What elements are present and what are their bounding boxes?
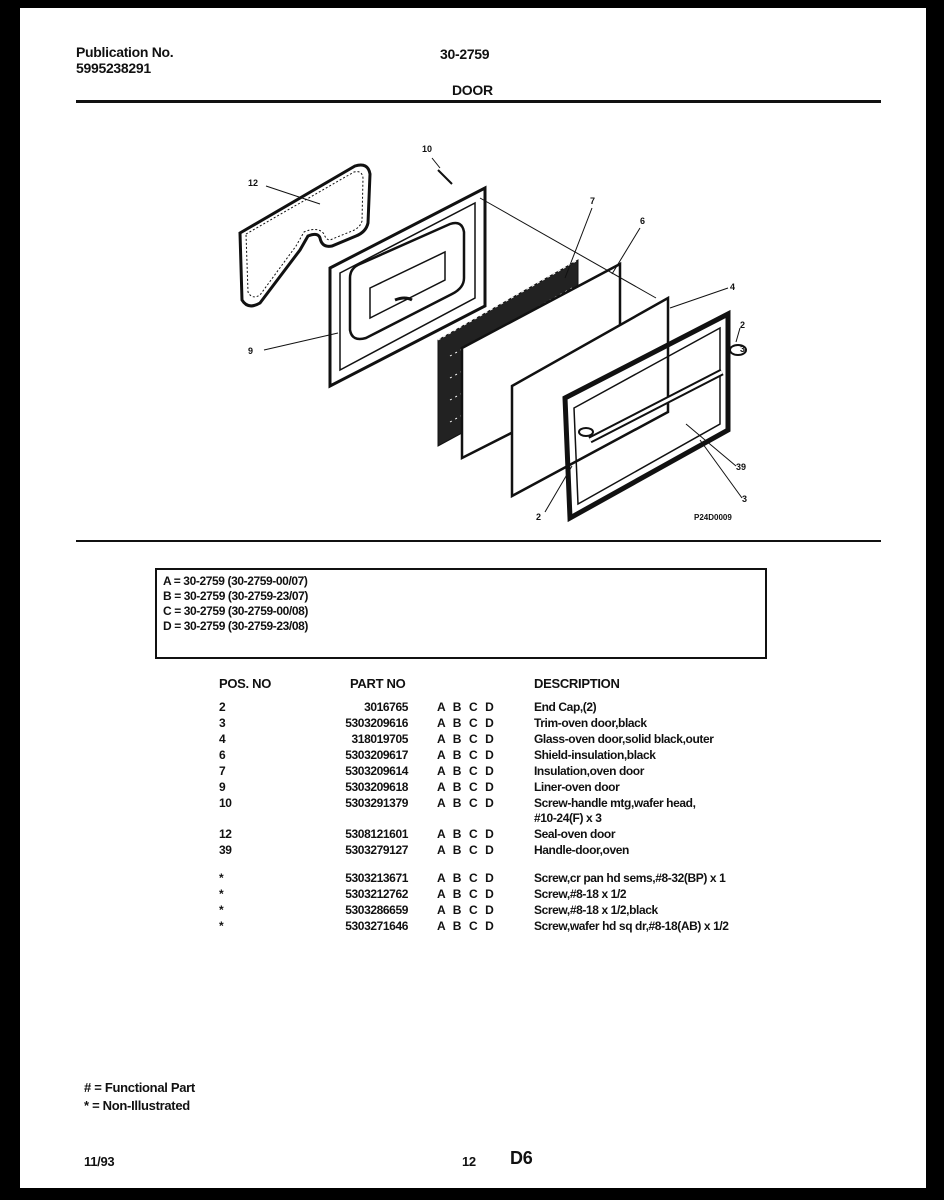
description: Seal-oven door	[534, 827, 616, 841]
description: End Cap,(2)	[534, 700, 597, 714]
pos-no: 3	[219, 716, 226, 730]
pos-no: 39	[219, 843, 232, 857]
footer-page-number: 12	[462, 1154, 476, 1169]
callout-2-endcap: 2	[740, 320, 746, 330]
model-codes: A B C D	[437, 748, 494, 762]
part-no: 5303209614	[345, 764, 408, 778]
description: Liner-oven door	[534, 780, 620, 794]
col-pos-no: POS. NO	[219, 676, 272, 691]
description: Screw-handle mtg,wafer head,	[534, 796, 696, 810]
model-codes: A B C D	[437, 871, 494, 885]
description: Screw,wafer hd sq dr,#8-18(AB) x 1/2	[534, 919, 729, 933]
table-row-continuation	[20, 811, 926, 827]
diagram-rule	[76, 540, 881, 542]
model-codes: A B C D	[437, 764, 494, 778]
model-codes: A B C D	[437, 903, 494, 917]
description: Screw,#8-18 x 1/2,black	[534, 903, 658, 917]
header-rule	[76, 100, 881, 103]
legend-d: D = 30-2759 (30-2759-23/08)	[163, 619, 308, 633]
part-no: 5303212762	[345, 887, 408, 901]
description: Handle-door,oven	[534, 843, 629, 857]
legend-c: C = 30-2759 (30-2759-00/08)	[163, 604, 308, 618]
callout-10: 10	[422, 144, 433, 154]
legend-a: A = 30-2759 (30-2759-00/07)	[163, 574, 308, 588]
table-row	[20, 903, 926, 919]
callout-2: 2	[536, 512, 542, 522]
description: Screw,cr pan hd sems,#8-32(BP) x 1	[534, 871, 726, 885]
table-row	[20, 871, 926, 887]
description: Screw,#8-18 x 1/2	[534, 887, 627, 901]
model-codes: A B C D	[437, 887, 494, 901]
part-no: 5303279127	[345, 843, 408, 857]
footer-date: 11/93	[84, 1154, 115, 1169]
table-row	[20, 732, 926, 748]
model-codes: A B C D	[437, 716, 494, 730]
table-row	[20, 716, 926, 732]
pos-no: 6	[219, 748, 226, 762]
functional-part-note: # = Functional Part	[84, 1080, 195, 1095]
callout-3-top: 3	[740, 344, 746, 354]
part-no: 5303209617	[345, 748, 408, 762]
pos-no: *	[219, 903, 224, 917]
table-row	[20, 748, 926, 764]
part-no: 5303291379	[345, 796, 408, 810]
parts-page	[20, 8, 926, 1188]
pos-no: 9	[219, 780, 226, 794]
model-codes: A B C D	[437, 843, 494, 857]
part-no: 5303209618	[345, 780, 408, 794]
pos-no: 2	[219, 700, 226, 714]
description: Shield-insulation,black	[534, 748, 656, 762]
pos-no: 7	[219, 764, 226, 778]
model-legend	[155, 568, 767, 659]
footer-section-code: D6	[510, 1148, 533, 1168]
model-number: 30-2759	[440, 46, 490, 62]
table-row	[20, 919, 926, 935]
description-line-2: #10-24(F) x 3	[534, 811, 602, 825]
table-row	[20, 827, 926, 843]
model-codes: A B C D	[437, 919, 494, 933]
description: Glass-oven door,solid black,outer	[534, 732, 714, 746]
legend-b: B = 30-2759 (30-2759-23/07)	[163, 589, 308, 603]
pos-no: *	[219, 871, 224, 885]
callout-39: 39	[736, 462, 747, 472]
part-no: 5303209616	[345, 716, 408, 730]
pos-no: 10	[219, 796, 232, 810]
table-row	[20, 780, 926, 796]
publication-label: Publication No.	[76, 44, 174, 60]
model-codes: A B C D	[437, 827, 494, 841]
publication-number: 5995238291	[76, 60, 151, 76]
model-codes: A B C D	[437, 700, 494, 714]
callout-12: 12	[248, 178, 259, 188]
table-row	[20, 843, 926, 859]
pos-no: 12	[219, 827, 232, 841]
non-illustrated-note: * = Non-Illustrated	[84, 1098, 190, 1113]
col-part-no: PART NO	[350, 676, 406, 691]
table-row	[20, 700, 926, 716]
model-codes: A B C D	[437, 796, 494, 810]
section-title: DOOR	[452, 82, 493, 98]
part-no: 5303213671	[345, 871, 408, 885]
part-no: 5303271646	[345, 919, 408, 933]
callout-4: 4	[730, 282, 736, 292]
description: Insulation,oven door	[534, 764, 645, 778]
part-no: 5303286659	[345, 903, 408, 917]
col-description: DESCRIPTION	[534, 676, 620, 691]
pos-no: *	[219, 887, 224, 901]
model-codes: A B C D	[437, 732, 494, 746]
door-exploded-diagram	[200, 128, 760, 528]
table-row	[20, 887, 926, 903]
callout-7: 7	[590, 196, 596, 206]
part-no: 5308121601	[345, 827, 408, 841]
callout-6: 6	[640, 216, 646, 226]
model-codes: A B C D	[437, 780, 494, 794]
part-no: 3016765	[364, 700, 408, 714]
pos-no: 4	[219, 732, 226, 746]
figure-id: P24D0009	[694, 513, 732, 522]
pos-no: *	[219, 919, 224, 933]
table-row	[20, 764, 926, 780]
part-no: 318019705	[351, 732, 408, 746]
handle-screw	[438, 170, 452, 184]
callout-9: 9	[248, 346, 254, 356]
table-row	[20, 796, 926, 812]
description: Trim-oven door,black	[534, 716, 647, 730]
callout-3: 3	[742, 494, 748, 504]
